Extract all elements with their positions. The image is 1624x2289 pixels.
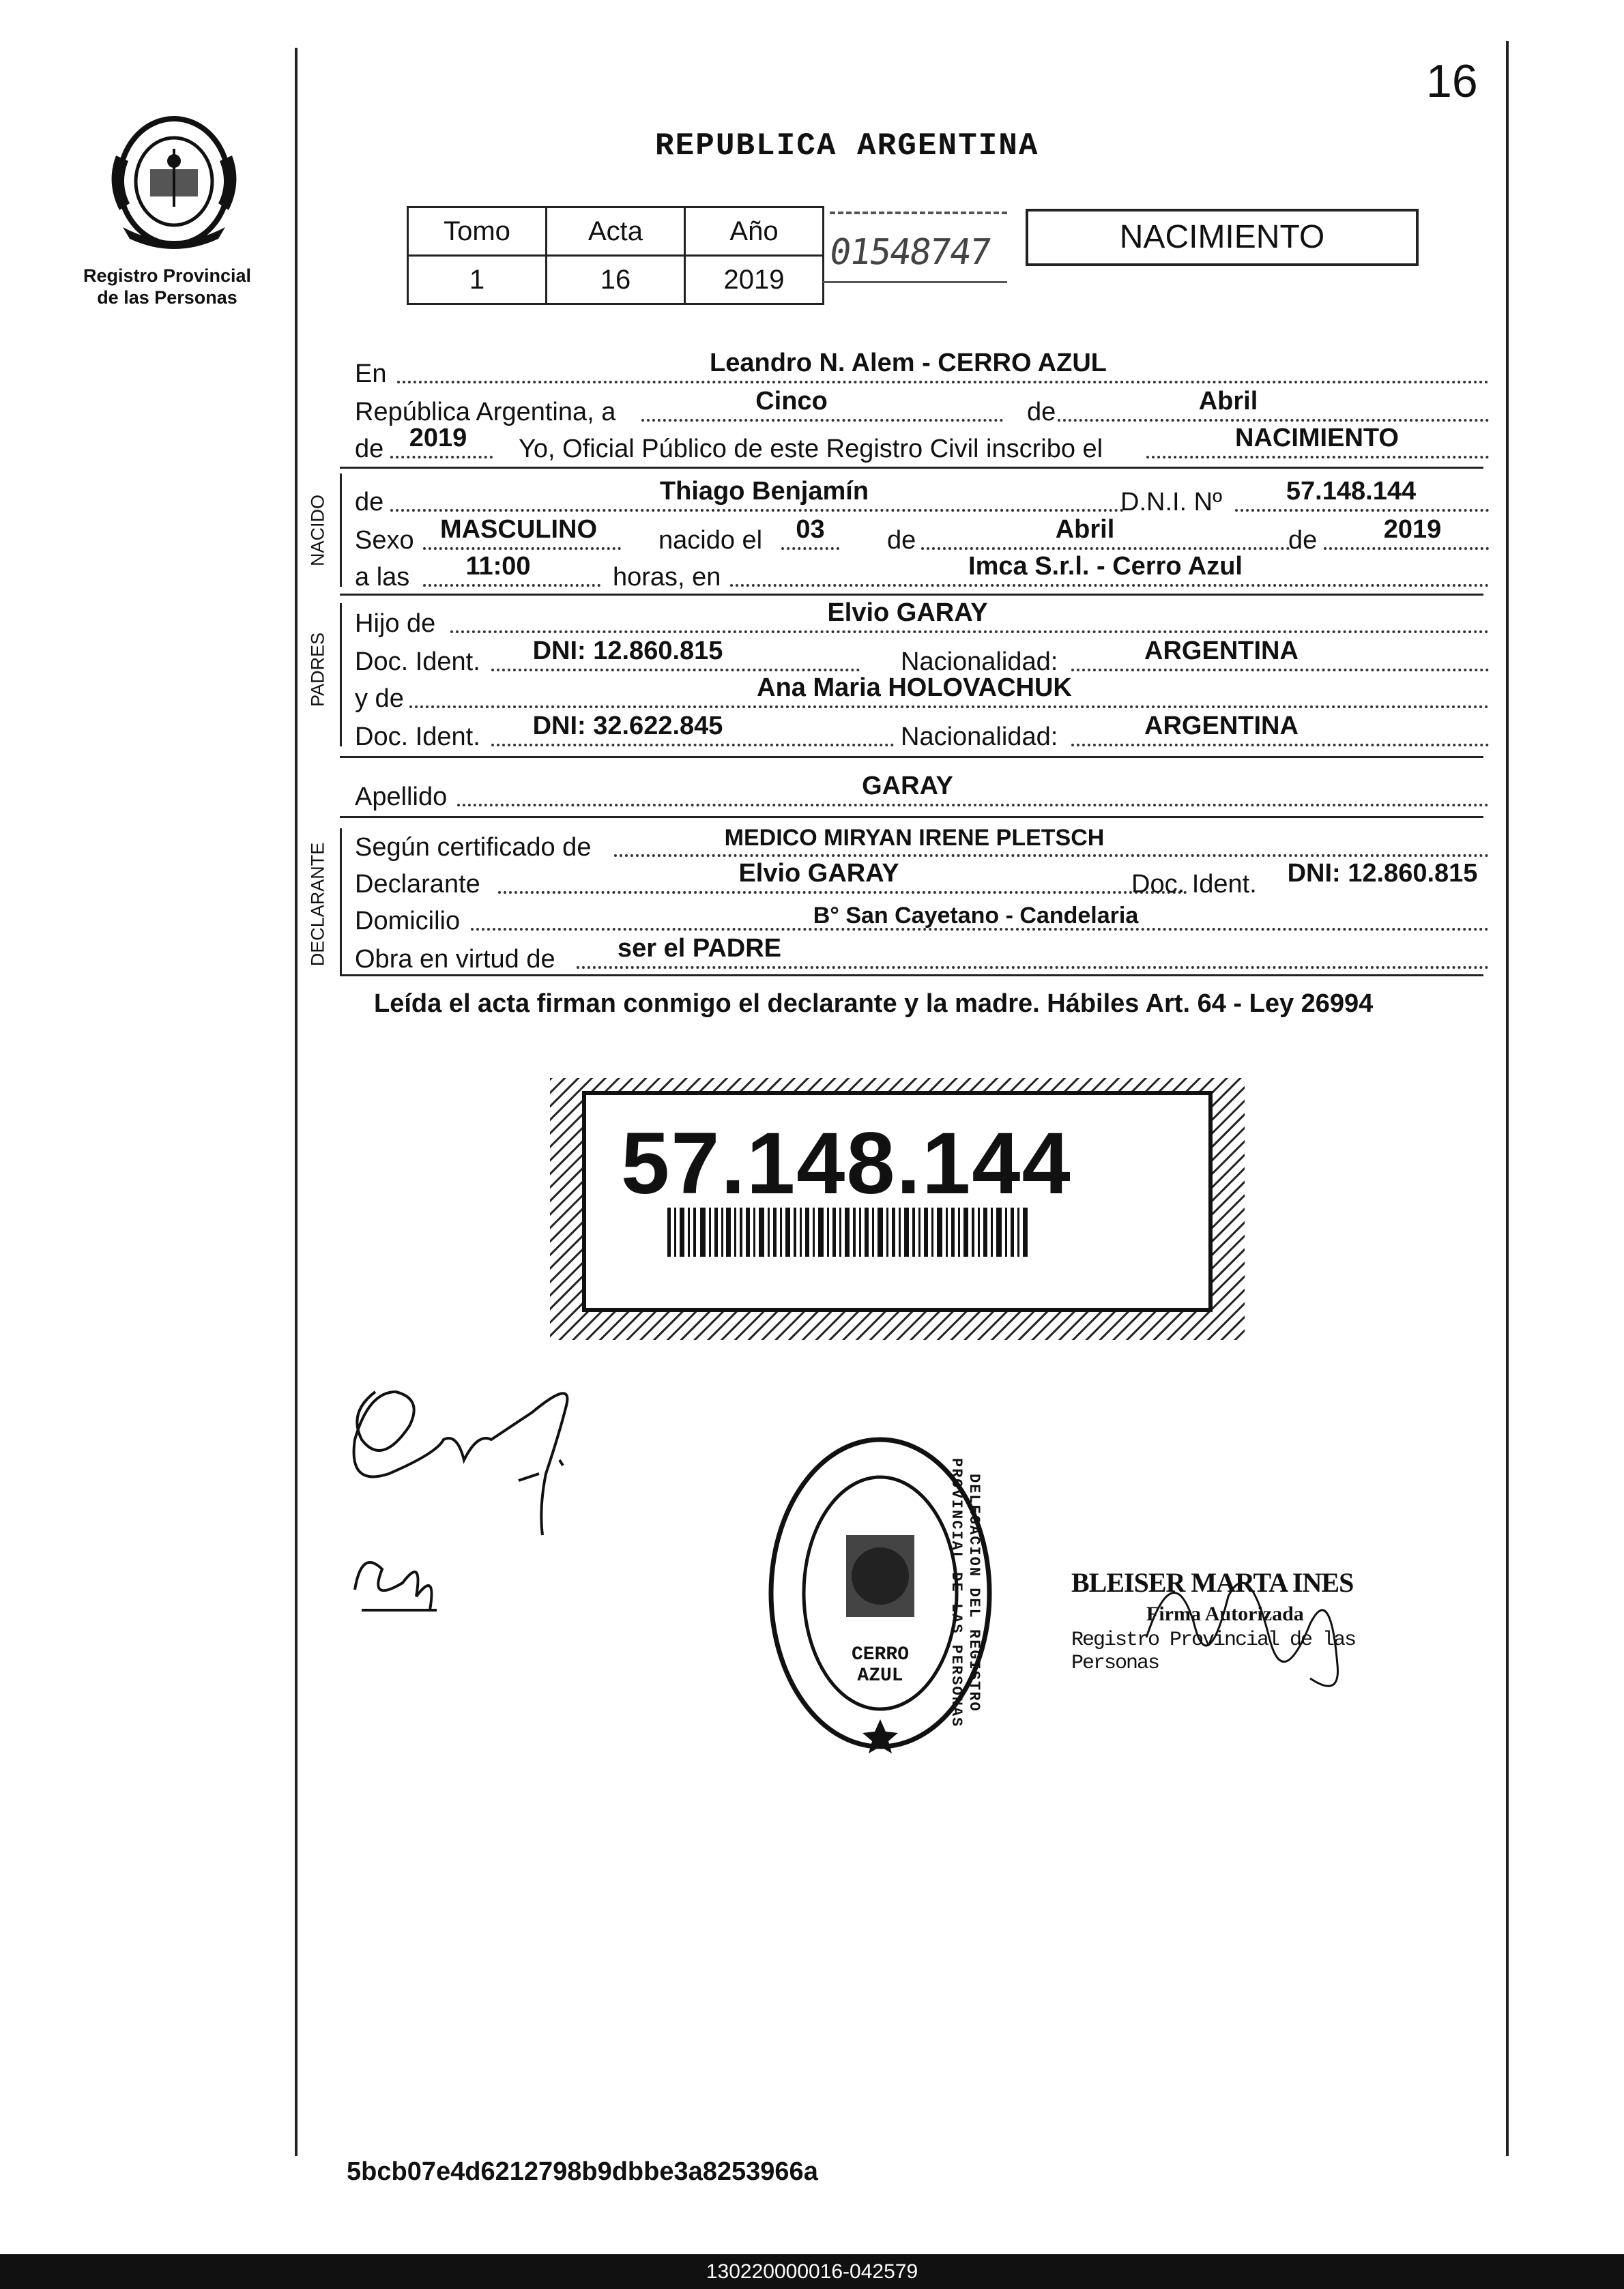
row-madre-doc	[355, 712, 1481, 753]
row-republica	[355, 387, 1481, 428]
label-de-nac-anio: de	[1288, 526, 1318, 555]
value-certificado: MEDICO MIRYAN IRENE PLETSCH	[724, 825, 1105, 851]
value-sexo: MASCULINO	[439, 515, 598, 544]
value-madre-nacionalidad: ARGENTINA	[1144, 712, 1299, 740]
page-title: REPUBLICA ARGENTINA	[655, 128, 1039, 164]
value-domicilio: B° San Cayetano - Candelaria	[813, 903, 1139, 929]
ref-header-acta: Acta	[547, 207, 685, 256]
value-nac-anio: 2019	[1383, 515, 1442, 544]
ref-value-anio: 2019	[685, 256, 824, 304]
label-de-mes: de	[1027, 398, 1056, 426]
label-horas-en: horas, en	[613, 563, 721, 592]
declarant-signature-icon	[334, 1365, 607, 1624]
record-type-box: NACIMIENTO	[1026, 209, 1419, 266]
row-domicilio	[355, 899, 1481, 937]
side-label-padres: PADRES	[307, 632, 328, 708]
signatory-block	[1071, 1566, 1433, 1675]
label-domicilio: Domicilio	[355, 907, 461, 935]
label-en: En	[355, 360, 387, 388]
left-margin-line	[295, 48, 298, 2156]
side-label-nacido: NACIDO	[307, 495, 328, 567]
signatory-role: Firma Autorizada	[1146, 1603, 1304, 1625]
ref-value-acta: 16	[547, 256, 685, 304]
row-padre	[355, 598, 1481, 640]
reference-table	[407, 206, 824, 305]
value-declarante: Elvio GARAY	[738, 859, 899, 888]
signatory-name: BLEISER MARTA INES	[1071, 1567, 1354, 1598]
side-label-declarante: DECLARANTE	[307, 842, 328, 967]
divider-5	[340, 974, 1483, 976]
value-madre: Ana Maria HOLOVACHUK	[757, 673, 1072, 702]
logo-caption-line1: Registro Provincial	[83, 265, 252, 286]
logo-caption	[61, 265, 273, 308]
label-apellido: Apellido	[355, 783, 448, 811]
province-coat-of-arms-logo	[102, 108, 246, 258]
label-yo-oficial: Yo, Oficial Público de este Registro Civil inscribo el	[519, 435, 1103, 463]
closing-statement: Leída el acta firman conmigo el declarante y la madre. Hábiles Art. 64 - Ley 26994	[374, 989, 1374, 1018]
row-hora	[355, 552, 1481, 594]
section-bracket-padres	[340, 603, 342, 746]
value-padre-nacionalidad: ARGENTINA	[1144, 637, 1299, 665]
ref-value-tomo: 1	[408, 256, 547, 304]
label-de-anio: de	[355, 435, 384, 463]
value-dia: Cinco	[755, 387, 828, 415]
value-nac-dia: 03	[796, 515, 825, 544]
value-mes: Abril	[1198, 387, 1258, 415]
dni-card-number: 57.148.144	[621, 1115, 1072, 1212]
footer-code: 130220000016-042579	[0, 2254, 1624, 2289]
value-tipo: NACIMIENTO	[1235, 424, 1399, 452]
section-bracket-declarante	[340, 828, 342, 974]
value-lugar: Leandro N. Alem - CERRO AZUL	[710, 349, 1107, 377]
value-padre-doc: DNI: 12.860.815	[532, 637, 723, 665]
value-nac-mes: Abril	[1055, 515, 1115, 544]
row-padre-doc	[355, 637, 1481, 678]
label-hijo-de: Hijo de	[355, 609, 436, 638]
document-hash: 5bcb07e4d6212798b9dbbe3a8253966a	[347, 2157, 818, 2186]
right-margin-line	[1506, 41, 1509, 2156]
value-nombre: Thiago Benjamín	[659, 477, 869, 506]
row-obra	[355, 934, 1481, 976]
row-apellido	[355, 772, 1481, 813]
divider-4	[340, 816, 1483, 818]
divider-2	[340, 594, 1483, 596]
value-hora: 11:00	[465, 552, 531, 581]
label-doc-ident-declarante: Doc. Ident.	[1131, 870, 1257, 899]
ref-header-anio: Año	[685, 207, 824, 256]
label-sexo: Sexo	[355, 526, 414, 555]
label-de-nac-mes: de	[887, 526, 916, 555]
divider-1	[340, 467, 1483, 469]
value-lugar-nacimiento: Imca S.r.l. - Cerro Azul	[968, 552, 1243, 581]
value-madre-doc: DNI: 32.622.845	[532, 712, 723, 740]
label-y-de: y de	[355, 684, 404, 713]
page-number: 16	[1426, 55, 1478, 107]
seal-ring-text: DELEGACION DEL REGISTRO PROVINCIAL DE LAS PERSONAS	[948, 1458, 983, 1728]
label-declarante: Declarante	[355, 870, 480, 899]
dni-number-card	[550, 1078, 1245, 1340]
row-sexo	[355, 515, 1481, 557]
label-nacido-el: nacido el	[658, 526, 763, 555]
value-dni: 57.148.144	[1286, 477, 1417, 506]
row-madre	[355, 673, 1481, 715]
value-padre: Elvio GARAY	[827, 598, 988, 627]
row-declarante	[355, 859, 1481, 901]
logo-caption-line2: de las Personas	[97, 287, 237, 308]
label-obra-en-virtud: Obra en virtud de	[355, 945, 555, 974]
value-apellido: GARAY	[862, 772, 953, 800]
value-declarante-doc: DNI: 12.860.815	[1287, 859, 1478, 888]
serial-stamp	[823, 205, 1007, 287]
label-doc-ident-padre: Doc. Ident.	[355, 647, 480, 676]
signatory-org: Registro Provincial de las Personas	[1071, 1629, 1356, 1675]
divider-3	[340, 756, 1483, 758]
section-bracket-nacido	[340, 473, 342, 587]
dni-barcode	[667, 1208, 1028, 1257]
label-de-nombre: de	[355, 488, 384, 516]
value-anio: 2019	[409, 424, 467, 452]
label-nacionalidad-padre: Nacionalidad:	[901, 647, 1058, 676]
label-segun-certificado: Según certificado de	[355, 833, 592, 862]
row-anio	[355, 424, 1481, 465]
serial-stamp-number: 01548747	[826, 232, 993, 273]
value-obra: ser el PADRE	[617, 934, 782, 963]
label-republica: República Argentina, a	[355, 398, 616, 426]
official-seal	[764, 1433, 996, 1753]
label-a-las: a las	[355, 563, 410, 592]
label-dni: D.N.I. Nº	[1120, 488, 1222, 516]
row-certificado	[355, 826, 1481, 864]
label-nacionalidad-madre: Nacionalidad:	[901, 723, 1058, 751]
label-doc-ident-madre: Doc. Ident.	[355, 723, 480, 751]
seal-inner-text: CERRO AZUL	[851, 1644, 909, 1687]
row-en	[355, 349, 1481, 390]
ref-header-tomo: Tomo	[408, 207, 547, 256]
row-nombre	[355, 477, 1481, 519]
